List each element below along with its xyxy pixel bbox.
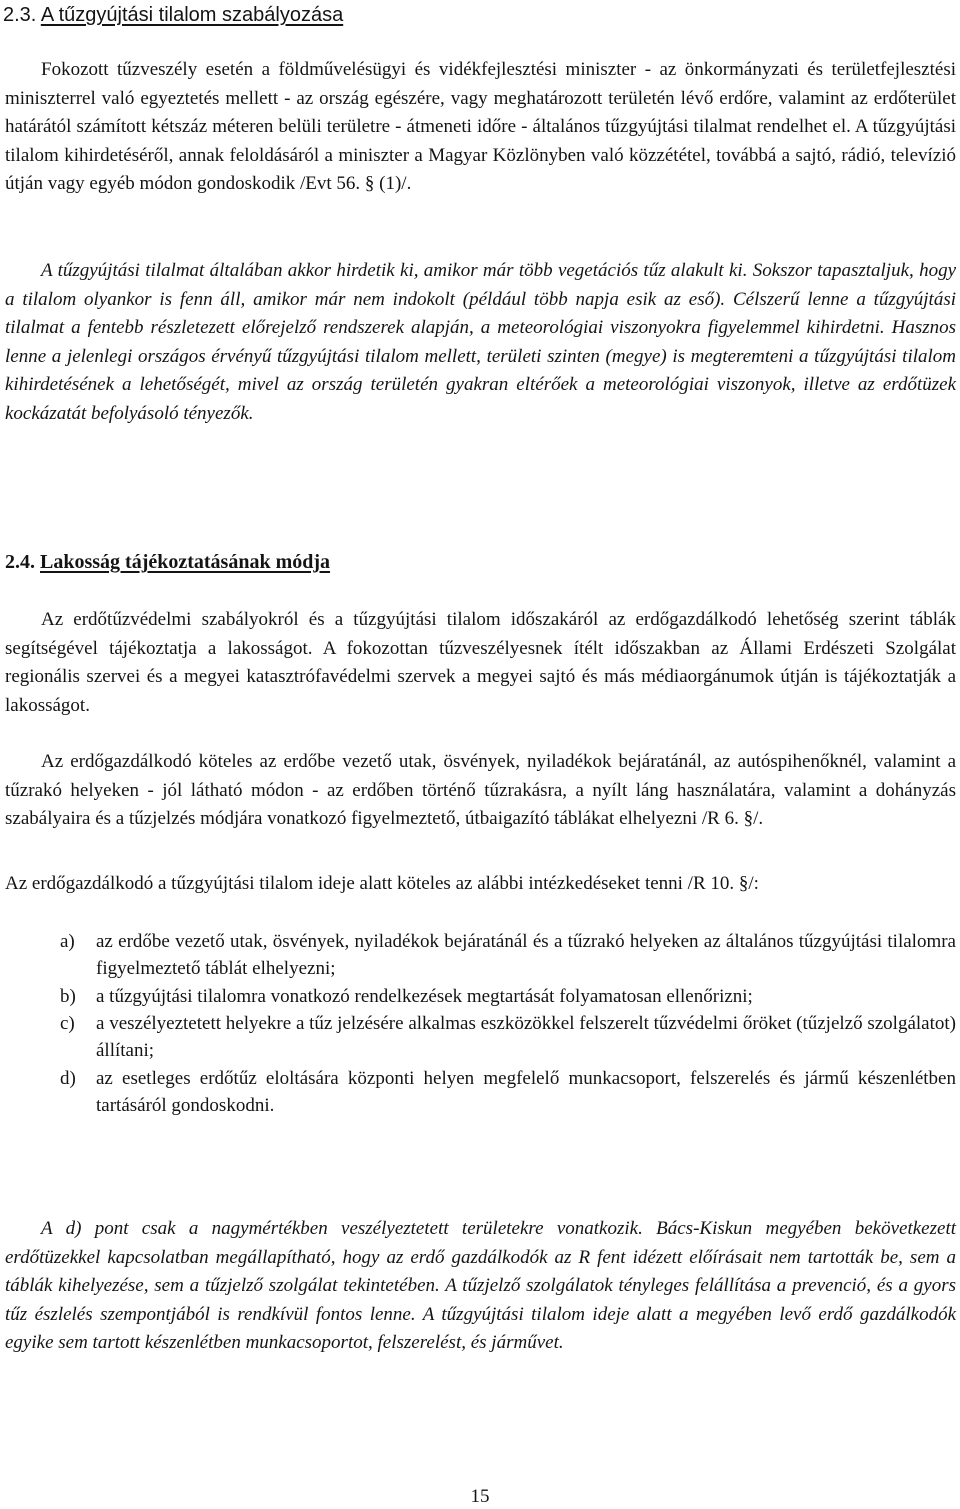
page-number: 15 — [470, 1486, 490, 1507]
section-number: 2.3. — [3, 4, 37, 26]
paragraph-fire-ban-rules: Fokozott tűzveszély esetén a földművelésügyi és vidékfejlesztési miniszter - az önkormányzati és területfejlesztési miniszterrel való egyeztetés mellett - az ország egészére, vagy meghatározott területén lévő erdőre, valamint az erdőterület határától számított kétszáz méteren belüli területre - átmeneti időre - általános tűzgyújtási tilalmat rendelhet el. A tűzgyújtási tilalom kihirdetéséről, annak feloldásáról a miniszter a Magyar Közlönyben való közzététel, továbbá a sajtó, rádió, televízió útján vagy egyéb módon gondoskodik /Evt 56. § (1)/. — [5, 59, 956, 194]
section-number: 2.4. — [5, 551, 35, 573]
list-marker: c) — [60, 1013, 75, 1034]
list-marker: b) — [60, 985, 76, 1007]
list-item-text: az esetleges erdőtűz eloltására központi helyen megfelelő munkacsoport, felszerelés és jármű készenlétben tartásáról gondoskodni. — [96, 1067, 956, 1116]
list-item-text: az erdőbe vezető utak, ösvények, nyiladékok bejáratánál és a tűzrakó helyeken az általános tűzgyújtási tilalomra figyelmeztető táblát elhelyezni; — [96, 931, 956, 979]
paragraph-required-measures: Az erdőgazdálkodó a tűzgyújtási tilalom ideje alatt köteles az alábbi intézkedéseket tenni /R 10. §/: — [5, 873, 759, 894]
paragraph-warning-signs: Az erdőgazdálkodó köteles az erdőbe vezető utak, ösvények, nyiladékok bejáratánál, az autóspihenőknél, valamint a tűzrakó helyeken - jól látható módon - az erdőben történő tűzrakásra, a nyílt láng használatára, valamint a dohányzás szabályaira és a tűzjelzés módjára vonatkozó figyelmeztető, útbaigazító táblákat elhelyezni /R 6. §/. — [5, 751, 956, 829]
list-item — [5, 983, 956, 1010]
list-marker: d) — [60, 1067, 76, 1089]
section-title: A tűzgyújtási tilalom szabályozása — [40, 4, 344, 26]
required-measures-list — [5, 928, 956, 1119]
section-title: Lakosság tájékoztatásának módja — [40, 551, 331, 573]
list-item-text: a veszélyeztetett helyekre a tűz jelzésére alkalmas eszközökkel felszerelt tűzvédelmi őröket (tűzjelző szolgálatot) állítani; — [96, 1013, 956, 1061]
list-item — [5, 1065, 956, 1119]
list-item — [5, 1010, 956, 1064]
section-heading-public-information — [5, 550, 330, 574]
paragraph-public-information: Az erdőtűzvédelmi szabályokról és a tűzgyújtási tilalom időszakáról az erdőgazdálkodó lehetőség szerint táblák segítségével tájékoztatja a lakosságot. A fokozottan tűzveszélyesnek ítélt időszakban az Állami Erdészeti Szolgálat regionális szervei és a megyei katasztrófavédelmi szervek a megyei sajtó és más médiaorgánumok útján is tájékoztatják a lakosságot. — [5, 609, 956, 716]
section-heading-fire-ban — [3, 3, 343, 27]
list-item-text: a tűzgyújtási tilalomra vonatkozó rendelkezések megtartását folyamatosan ellenőrizni; — [96, 985, 753, 1007]
paragraph-fire-ban-commentary: A tűzgyújtási tilalmat általában akkor hirdetik ki, amikor már több vegetációs tűz alakult ki. Sokszor tapasztaljuk, hogy a tilalom olyankor is fenn áll, amikor már nem indokolt (például több napja esik az eső). Célszerű lenne a tűzgyújtási tilalmat a fentebb részletezett előrejelző rendszerek alapján, a meteorológiai viszonyokra figyelemmel kihirdetni. Hasznos lenne a jelenlegi országos érvényű tűzgyújtási tilalom mellett, területi szinten (megye) is megteremteni a tűzgyújtási tilalom kihirdetésének a lehetőségét, mivel az ország területén gyakran eltérőek a meteorológiai viszonyok, illetve az erdőtüzek kockázatát befolyásoló tényezők. — [5, 260, 956, 424]
list-item — [5, 928, 956, 982]
paragraph-county-commentary: A d) pont csak a nagymértékben veszélyeztetett területekre vonatkozik. Bács-Kiskun megyében bekövetkezett erdőtüzekkel kapcsolatban megállapítható, hogy az erdő gazdálkodók az R fent idézett előírásait nem tartották be, sem a táblák kihelyezése, sem a tűzjelző szolgálat tekintetében. A tűzjelző szolgálatok tényleges felállítása a prevenció, és a gyors tűz észlelés szempontjából is rendkívül fontos lenne. A tűzgyújtási tilalom ideje alatt a megyében levő erdő gazdálkodók egyike sem tartott készenlétben munkacsoportot, felszerelést, és járművet. — [5, 1218, 956, 1353]
list-marker: a) — [60, 931, 75, 952]
